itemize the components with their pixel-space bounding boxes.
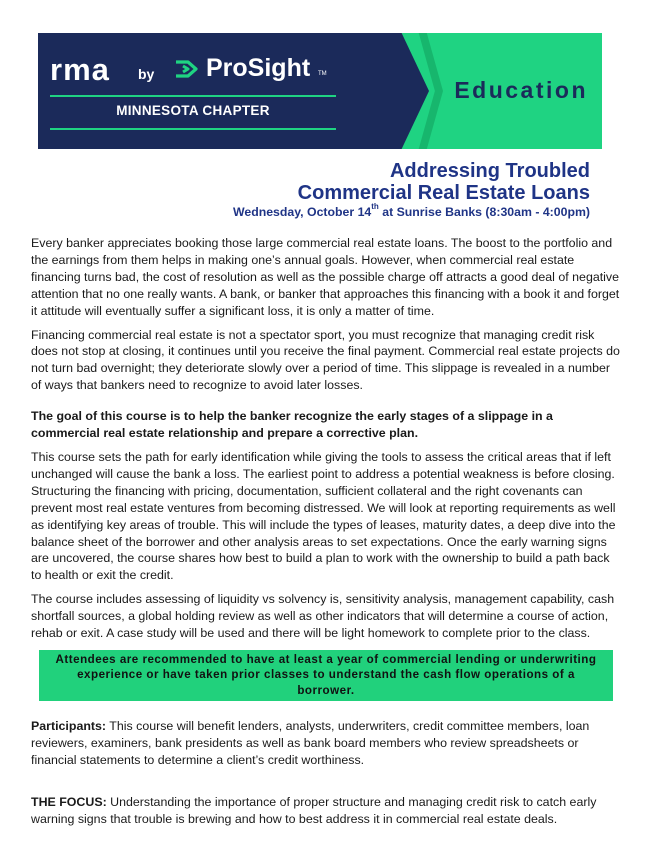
title-line-2: Commercial Real Estate Loans xyxy=(297,182,590,204)
chapter-label: MINNESOTA CHAPTER xyxy=(116,103,270,118)
prerequisite-callout: Attendees are recommended to have at least a year of commercial lending or underwriting experience or have taken prior classes to understand the cash flow operations of a borrower. xyxy=(39,650,613,702)
intro-paragraph: Every banker appreciates booking those large commercial real estate loans. The boost to the portfolio and the earnings from them helps in making one’s annual goals. However, when commercial real estate financing turns bad, the cost of resolution as well as the possible charge off attracts a good deal of negative attention that no one really wants. A bank, or banker that approaches this financing with a book it and forget it attitude will eventually suffer a significant loss, it is only a matter of time. xyxy=(31,236,620,318)
focus-text: Understanding the importance of proper structure and managing credit risk to catch early warning signs that trouble is brewing and how to best address it in commercial real estate deals. xyxy=(31,795,597,827)
risk-paragraph: Financing commercial real estate is not a spectator sport, you must recognize that managing credit risk does not stop at closing, it continues until you receive the final payment. Commercial real estate projects do not turn bad overnight; they deteriorate slowly over a period of time. This slippage is revealed in a number of ways that bankers need to recognize to avoid later losses. xyxy=(31,327,620,393)
banner-rule-top xyxy=(50,95,336,97)
course-path-paragraph: This course sets the path for early identification while giving the tools to assess the critical areas that if left unchanged will cause the bank a loss. The earliest point to address a potential weakness is before closing. Structuring the financing with pricing, documentation, sufficient collateral and the right covenants can prevent most real estate ventures from becoming distressed. We will look at reporting requirements as well as identifying key areas of trouble. This will include the types of leases, maturity dates, a deep dive into the balance sheet of the borrower and other analysis areas to set expectations. Once the early warning signs are uncovered, the course shares how best to build a plan to work with the ownership to build a path back to health or exit the credit. xyxy=(31,449,616,583)
title-line-1: Addressing Troubled xyxy=(389,160,590,182)
course-includes-paragraph: The course includes assessing of liquidity vs solvency is, sensitivity analysis, management capability, cash shortfall sources, a global holding review as well as other indicators that will determine a course of action, rehab or exit. A case study will be used and there will be light homework to complete prior to the class. xyxy=(31,592,615,641)
trademark-mark: TM xyxy=(318,71,327,77)
spacer xyxy=(31,701,621,718)
prosight-chevron-icon xyxy=(174,56,206,82)
participants-label: Participants: xyxy=(31,719,107,734)
header-banner xyxy=(38,33,602,149)
date-prefix: Wednesday, October 14 xyxy=(232,205,372,219)
education-label: Education xyxy=(454,77,588,103)
event-date-location xyxy=(70,202,590,219)
date-suffix: at Sunrise Banks (8:30am - 4:00pm) xyxy=(378,205,590,219)
participants-paragraph xyxy=(31,718,621,769)
course-description xyxy=(31,235,621,835)
banner-rule-bottom xyxy=(50,128,336,130)
page-title xyxy=(130,160,590,204)
logo-by-text: by xyxy=(138,66,155,82)
date-ordinal: th xyxy=(371,202,379,211)
participants-text: This course will benefit lenders, analysts, underwriters, credit committee members, loan reviewers, examiners, bank presidents as well as bank board members who review spreadsheets or financial statements to determine a client’s credit worthiness. xyxy=(31,719,590,768)
rma-logo: rma xyxy=(50,52,110,87)
focus-label: THE FOCUS: xyxy=(31,795,107,810)
focus-paragraph xyxy=(31,794,621,828)
spacer xyxy=(31,776,621,794)
course-goal: The goal of this course is to help the banker recognize the early stages of a slippage in a commercial real estate relationship and prepare a corrective plan. xyxy=(31,409,553,441)
banner-navy-panel xyxy=(38,33,429,149)
prosight-logo: ProSight xyxy=(206,54,311,82)
